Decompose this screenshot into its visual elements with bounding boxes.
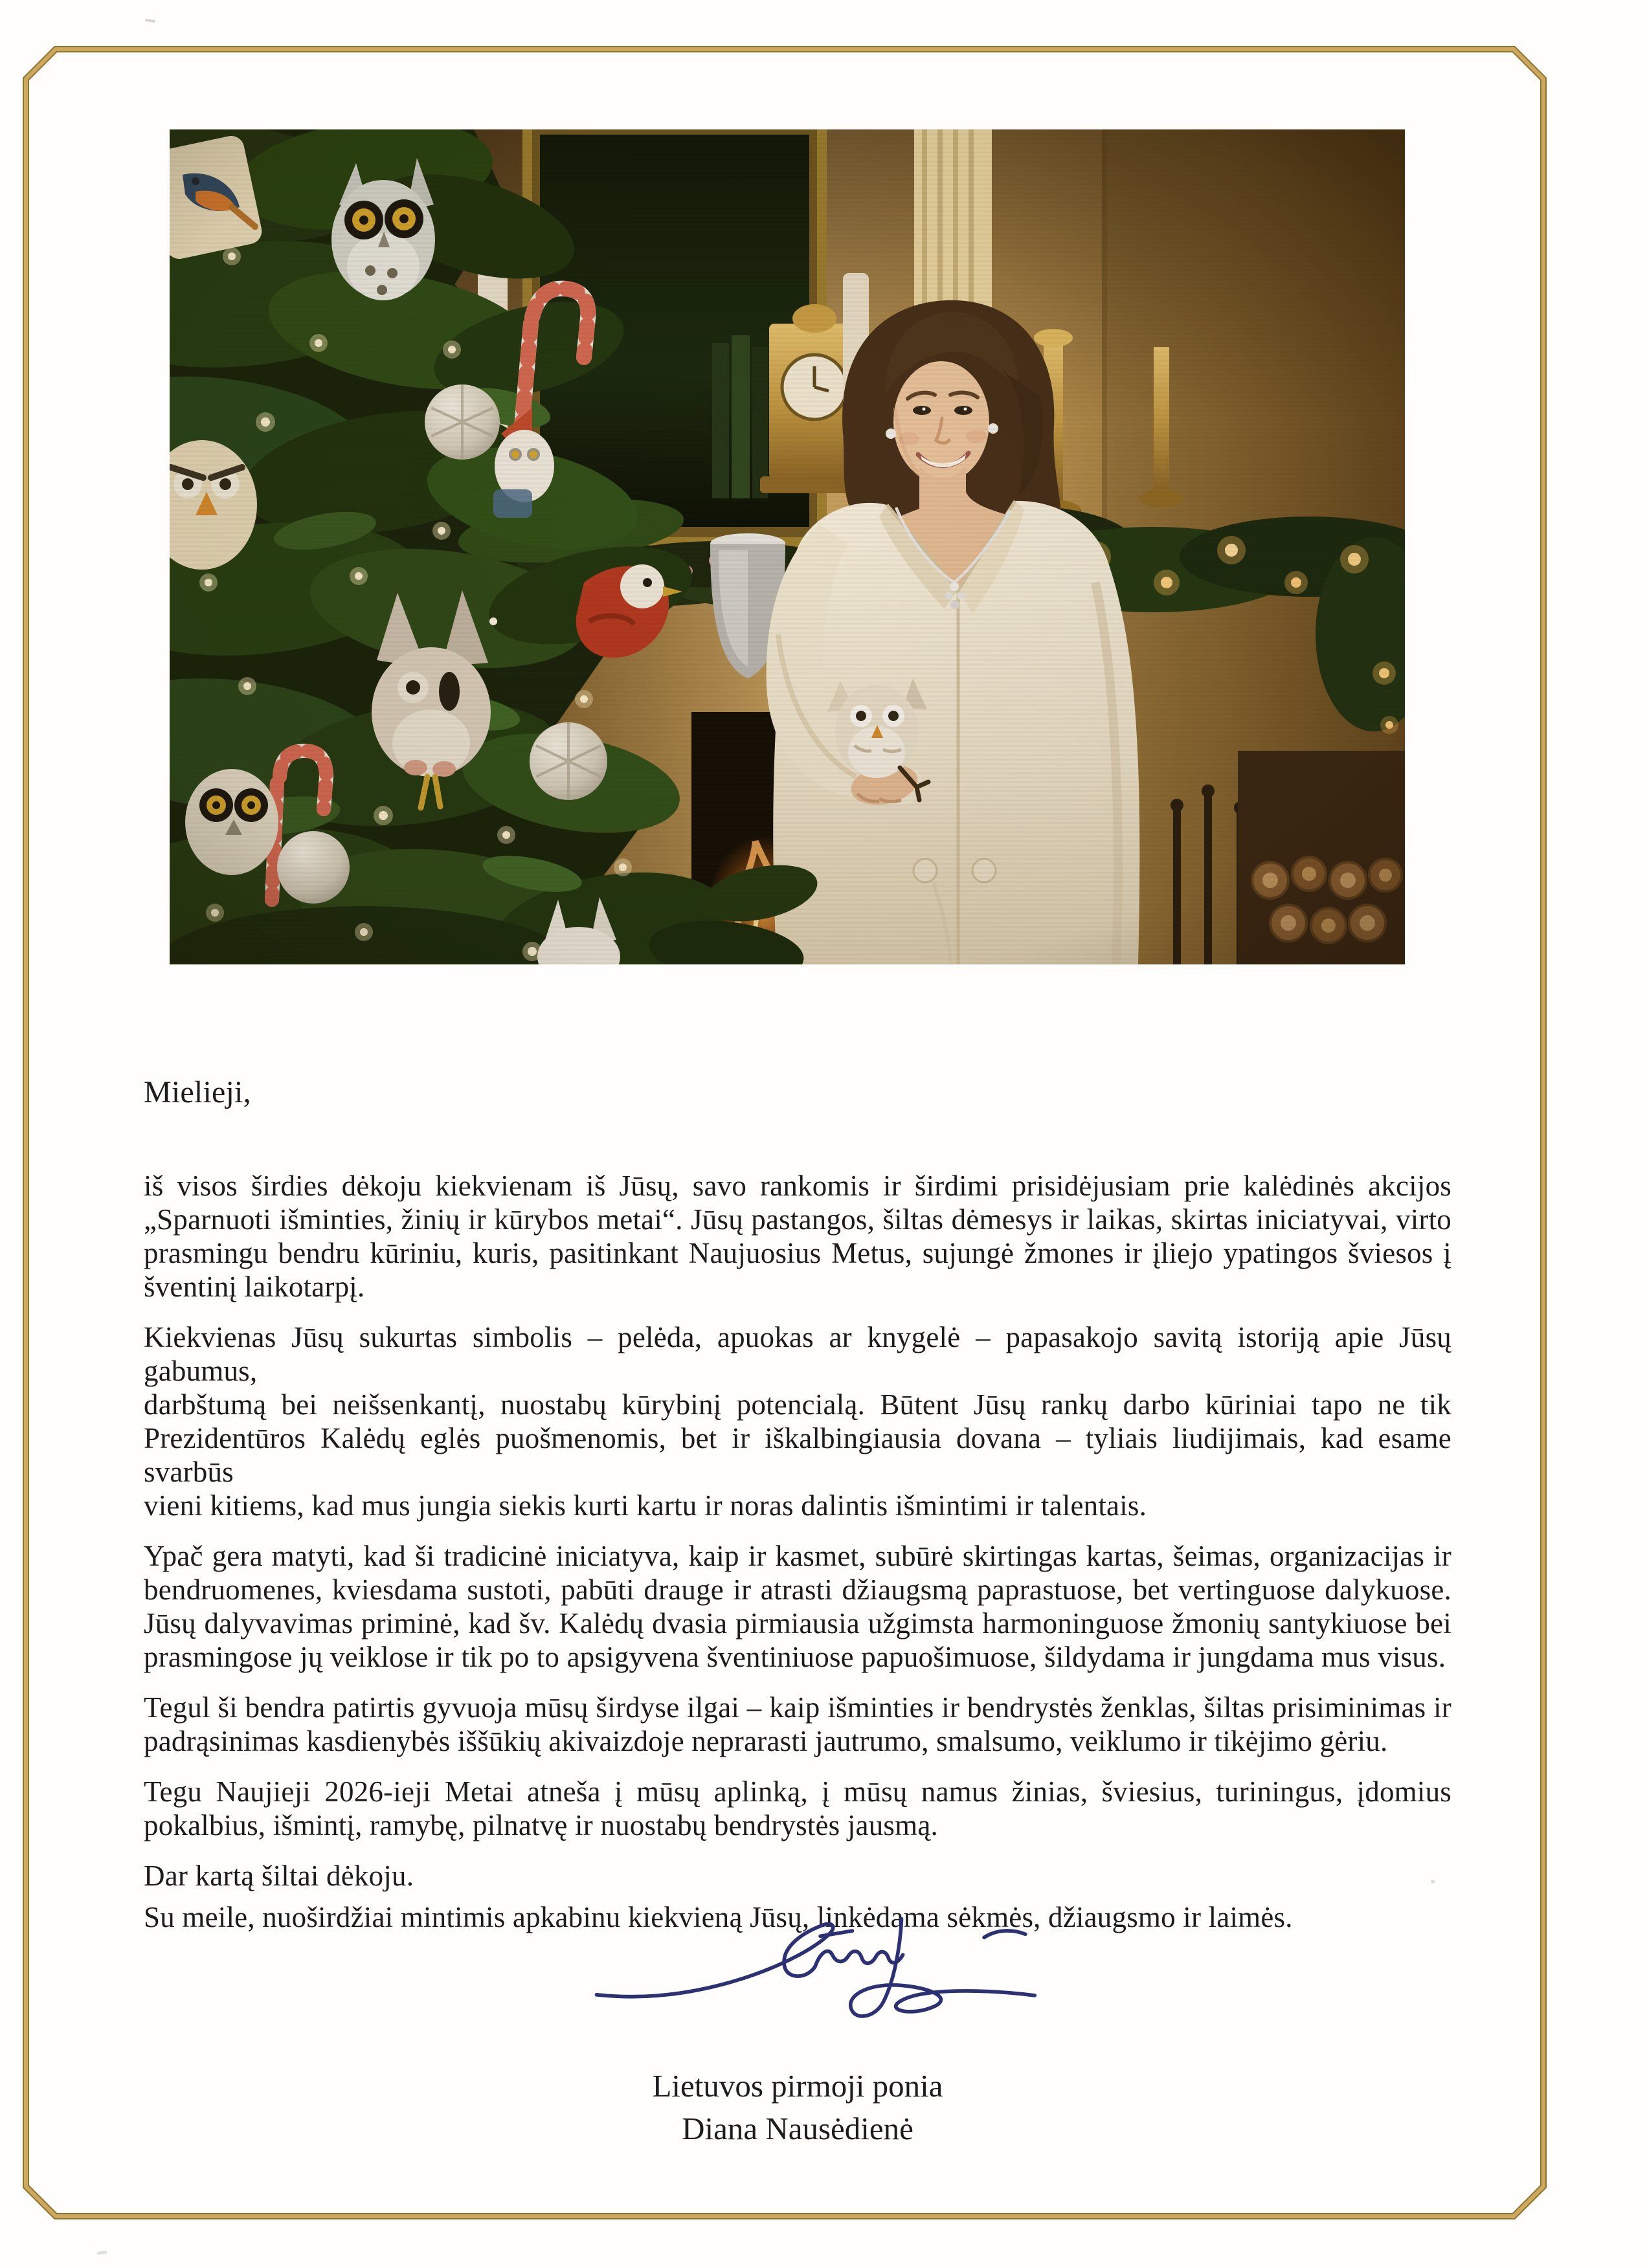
letter-paragraph [144,1169,1451,1304]
photo-first-lady-by-christmas-tree [170,129,1405,964]
letter-paragraph [144,1539,1451,1674]
letter-line: Dar kartą šiltai dėkoju. [144,1860,414,1892]
letter-line: darbštumą bei neišsenkantį, nuostabų kūrybinį potencialą. Būtent Jūsų rankų darbo kūriniai tapo ne tik [144,1388,1451,1421]
letter-line: bendruomenes, kviesdama sustoti, pabūti drauge ir atrasti džiaugsmą paprastuose, bet vertinguose dalykuose. [144,1573,1451,1606]
letter-paragraph [144,1775,1451,1842]
letter-line: iš visos širdies dėkoju kiekvienam iš Jūsų, savo rankomis ir širdimi prisidėjusiam prie kalėdinės akcijos [144,1170,1451,1202]
letter-text-block [144,1074,1451,1951]
letter-paragraph [144,1691,1451,1758]
letter-line: vieni kitiems, kad mus jungia siekis kurti kartu ir noras dalintis išmintimi ir talentais. [144,1489,1147,1522]
letter-line: Tegul ši bendra patirtis gyvuoja mūsų širdyse ilgai – kaip išminties ir bendrystės ženklas, šiltas prisiminimas ir [144,1691,1451,1724]
closing-block [144,2065,1451,2150]
letter-line: „Sparnuoti išminties, žinių ir kūrybos metai“. Jūsų pastangos, šiltas dėmesys ir laikas, skirtas iniciatyvai, virto [144,1203,1451,1236]
letter-line: šventinį laikotarpį. [144,1271,365,1303]
letter-line: Jūsų dalyvavimas priminė, kad šv. Kalėdų dvasia pirmiausia užgimsta harmoninguose žmonių santykiuose bei [144,1607,1451,1640]
letter-paragraph [144,1320,1451,1522]
letter-line: pokalbius, išmintį, ramybę, pilnatvę ir nuostabų bendrystės jausmą. [144,1809,938,1841]
letter-line: Tegu Naujieji 2026-ieji Metai atneša į mūsų aplinką, į mūsų namus žinias, šviesius, turiningus, įdomius [144,1775,1451,1808]
letter-line: Ypač gera matyti, kad ši tradicinė iniciatyva, kaip ir kasmet, subūrė skirtingas kartas, šeimas, organizacijas ir [144,1540,1451,1572]
letter-line: prasmingu bendru kūriniu, kuris, pasitinkant Naujuosius Metus, sujungė žmones ir įliejo ypatingos šviesos į [144,1237,1451,1269]
letter-line: prasmingose jų veiklose ir tik po to apsigyvena šventiniuose papuošimuose, šildydama ir jungdama mus visus. [144,1641,1446,1673]
signature-handwritten [586,1908,1052,2044]
letter-line: padrąsinimas kasdienybės iššūkių akivaizdoje neprarasti jautrumo, smalsumo, veiklumo ir tikėjimo gėriu. [144,1725,1388,1757]
closing-title: Lietuvos pirmoji ponia [652,2068,943,2104]
letter-line: Su meile, nuoširdžiai mintimis apkabinu kiekvieną Jūsų, linkėdama sėkmės, džiaugsmo ir laimės. [144,1901,1293,1933]
letter-line: Prezidentūros Kalėdų eglės puošmenomis, bet ir iškalbingiausia dovana – tyliais liudijimais, kad esame svarbūs [144,1422,1451,1488]
salutation: Mielieji, [144,1075,251,1109]
letter-paragraph [144,1859,1451,1893]
letter-line: Kiekvienas Jūsų sukurtas simbolis – pelėda, apuokas ar knygelė – papasakojo savitą istoriją apie Jūsų gabumus, [144,1321,1451,1387]
closing-name: Diana Nausėdienė [682,2111,913,2146]
letter-body [144,1169,1451,1934]
